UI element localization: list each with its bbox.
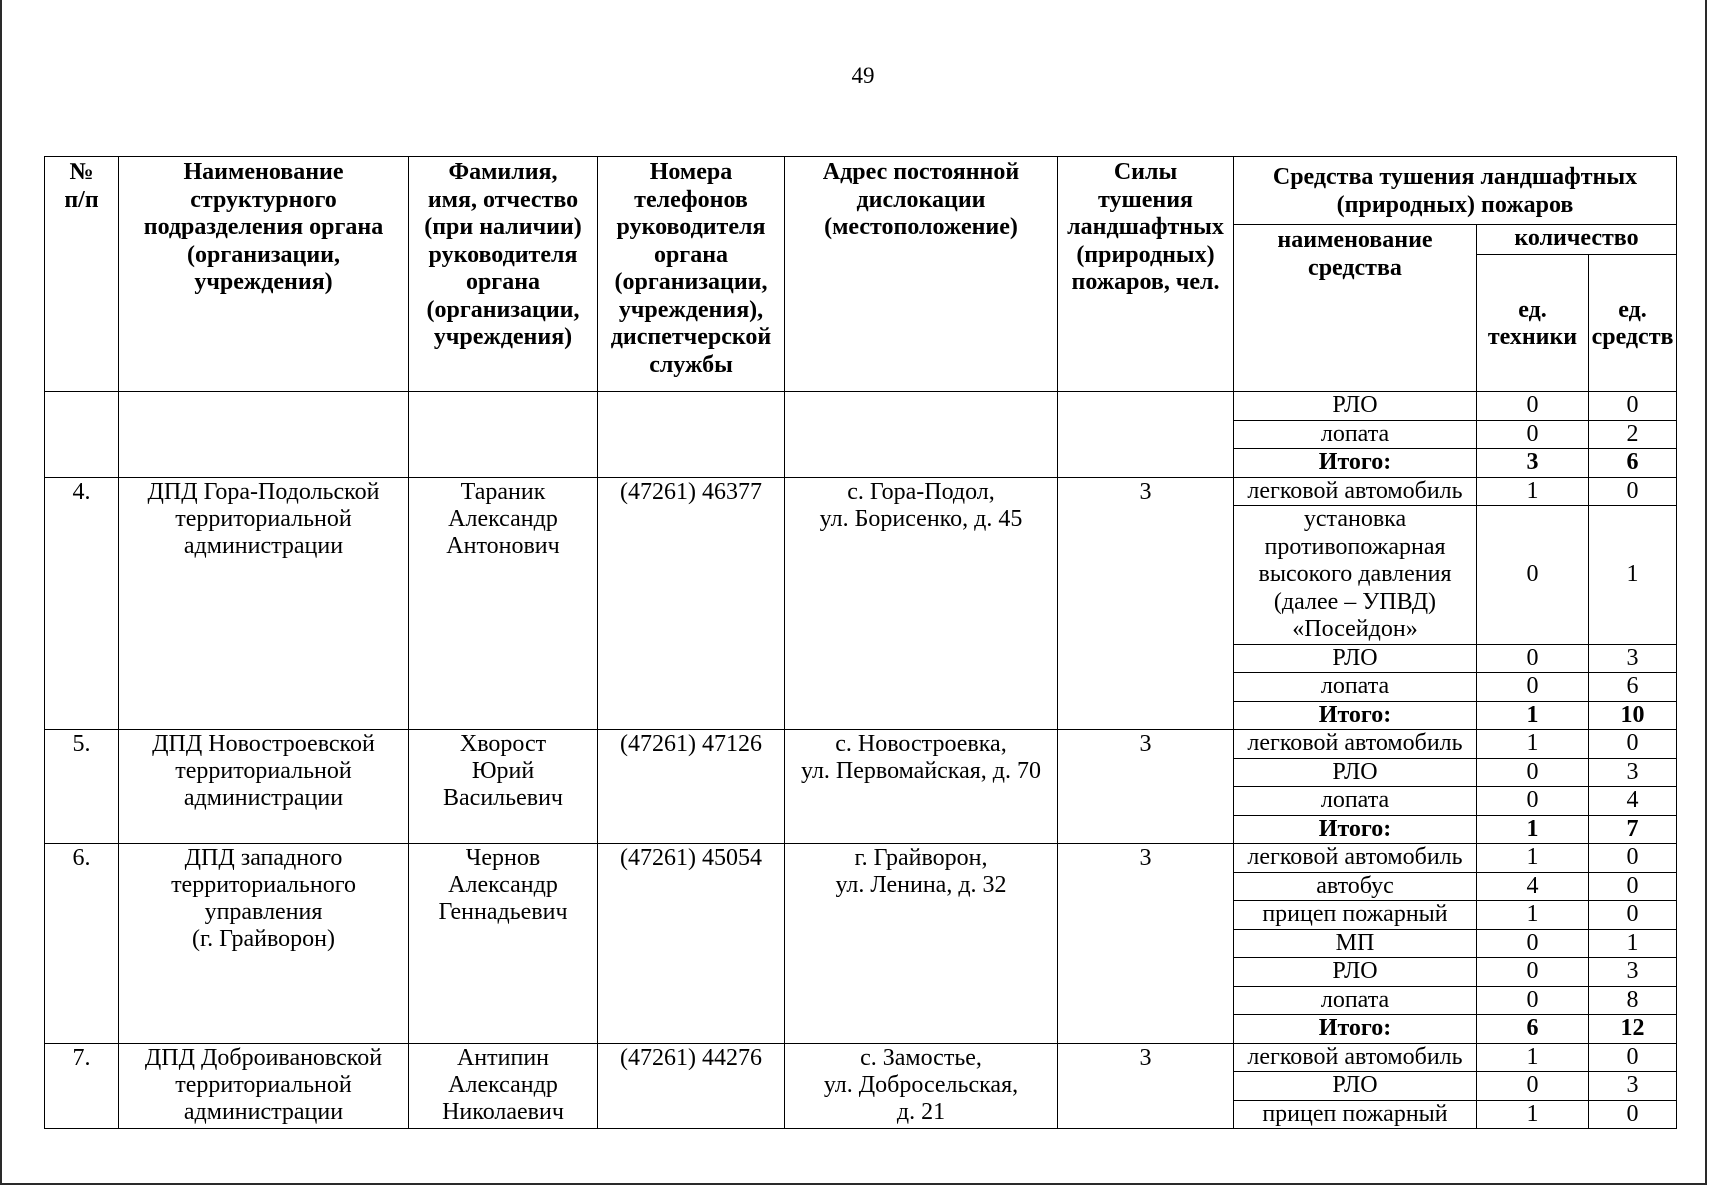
total-label-cell: Итого: [1234,701,1477,730]
equipment-units-cell: 1 [1477,477,1589,506]
means-units-cell: 10 [1589,701,1677,730]
equipment-units-cell: 0 [1477,1072,1589,1101]
means-units-cell: 0 [1589,844,1677,873]
means-units-cell: 0 [1589,1100,1677,1129]
equipment-units-cell: 0 [1477,929,1589,958]
means-units-cell: 0 [1589,477,1677,506]
means-name-cell: легковой автомобиль [1234,844,1477,873]
equipment-units-cell: 0 [1477,644,1589,673]
equipment-units-cell: 1 [1477,1043,1589,1072]
address-cell: с. Новостроевка, ул. Первомайская, д. 70 [785,730,1058,844]
equipment-units-cell: 1 [1477,815,1589,844]
equipment-units-cell: 1 [1477,701,1589,730]
means-units-cell: 3 [1589,1072,1677,1101]
head-name-cell [409,392,598,478]
means-row [45,477,1677,506]
head-name-cell: Чернов Александр Геннадьевич [409,844,598,1044]
header-phone-numbers: Номера телефонов руководителя органа (организации, учреждения), диспетчерской службы [598,157,785,392]
equipment-units-cell: 0 [1477,986,1589,1015]
equipment-units-cell: 3 [1477,449,1589,478]
table-header [45,157,1677,392]
means-name-cell: РЛО [1234,392,1477,421]
header-address: Адрес постоянной дислокации (местоположение) [785,157,1058,392]
equipment-units-cell: 0 [1477,420,1589,449]
header-head-name: Фамилия, имя, отчество (при наличии) руководителя органа (организации, учреждения) [409,157,598,392]
header-quantity: количество [1477,225,1677,255]
header-means: Средства тушения ландшафтных (природных) пожаров [1234,157,1677,225]
equipment-units-cell: 6 [1477,1015,1589,1044]
means-name-cell: автобус [1234,872,1477,901]
means-name-cell: лопата [1234,420,1477,449]
forces-count-cell: 3 [1058,477,1234,730]
means-name-cell: легковой автомобиль [1234,730,1477,759]
means-units-cell: 1 [1589,929,1677,958]
equipment-units-cell: 1 [1477,1100,1589,1129]
equipment-units-cell: 0 [1477,758,1589,787]
means-name-cell: РЛО [1234,1072,1477,1101]
means-units-cell: 8 [1589,986,1677,1015]
forces-count-cell: 3 [1058,730,1234,844]
means-row [45,392,1677,421]
means-name-cell: лопата [1234,986,1477,1015]
forces-count-cell: 3 [1058,1043,1234,1129]
total-label-cell: Итого: [1234,449,1477,478]
total-label-cell: Итого: [1234,1015,1477,1044]
header-unit-name: Наименование структурного подразделения органа (организации, учреждения) [119,157,409,392]
means-units-cell: 4 [1589,787,1677,816]
means-name-cell: легковой автомобиль [1234,1043,1477,1072]
header-means-name: наименование средства [1234,225,1477,392]
means-name-cell: прицеп пожарный [1234,901,1477,930]
equipment-units-cell: 0 [1477,506,1589,645]
table-body [45,392,1677,1129]
equipment-units-cell: 0 [1477,958,1589,987]
means-name-cell: РЛО [1234,958,1477,987]
means-name-cell: лопата [1234,673,1477,702]
phone-numbers-cell: (47261) 47126 [598,730,785,844]
header-row-number: № п/п [45,157,119,392]
row-number-cell: 7. [45,1043,119,1129]
row-number-cell [45,392,119,478]
unit-name-cell: ДПД западного территориального управления (г. Грайворон) [119,844,409,1044]
means-name-cell: легковой автомобиль [1234,477,1477,506]
equipment-units-cell: 0 [1477,787,1589,816]
means-row [45,844,1677,873]
header-row [45,157,1677,225]
address-cell: г. Грайворон, ул. Ленина, д. 32 [785,844,1058,1044]
equipment-units-cell: 4 [1477,872,1589,901]
address-cell: с. Замостье, ул. Добросельская, д. 21 [785,1043,1058,1129]
equipment-units-cell: 0 [1477,392,1589,421]
page-number: 49 [851,63,875,88]
unit-name-cell: ДПД Новостроевской территориальной администрации [119,730,409,844]
head-name-cell: Тараник Александр Антонович [409,477,598,730]
means-name-cell: РЛО [1234,758,1477,787]
equipment-units-cell: 1 [1477,901,1589,930]
forces-count-cell: 3 [1058,844,1234,1044]
phone-numbers-cell: (47261) 44276 [598,1043,785,1129]
fire-means-table [44,156,1677,1129]
equipment-units-cell: 0 [1477,673,1589,702]
unit-name-cell [119,392,409,478]
phone-numbers-cell [598,392,785,478]
header-units-equipment: ед. техники [1477,255,1589,392]
means-name-cell: прицеп пожарный [1234,1100,1477,1129]
row-number-cell: 6. [45,844,119,1044]
means-units-cell: 3 [1589,958,1677,987]
head-name-cell: Хворост Юрий Васильевич [409,730,598,844]
means-name-cell: РЛО [1234,644,1477,673]
equipment-units-cell: 1 [1477,844,1589,873]
forces-count-cell [1058,392,1234,478]
header-units-means: ед. средств [1589,255,1677,392]
means-units-cell: 2 [1589,420,1677,449]
means-units-cell: 6 [1589,673,1677,702]
equipment-units-cell: 1 [1477,730,1589,759]
phone-numbers-cell: (47261) 46377 [598,477,785,730]
row-number-cell: 5. [45,730,119,844]
means-units-cell: 12 [1589,1015,1677,1044]
means-units-cell: 0 [1589,901,1677,930]
means-units-cell: 0 [1589,730,1677,759]
head-name-cell: Антипин Александр Николаевич [409,1043,598,1129]
means-units-cell: 3 [1589,758,1677,787]
means-name-cell: установка противопожарная высокого давления (далее – УПВД) «Посейдон» [1234,506,1477,645]
header-forces: Силы тушения ландшафтных (природных) пожаров, чел. [1058,157,1234,392]
means-units-cell: 7 [1589,815,1677,844]
address-cell: с. Гора-Подол, ул. Борисенко, д. 45 [785,477,1058,730]
means-name-cell: лопата [1234,787,1477,816]
means-units-cell: 0 [1589,392,1677,421]
address-cell [785,392,1058,478]
row-number-cell: 4. [45,477,119,730]
phone-numbers-cell: (47261) 45054 [598,844,785,1044]
means-name-cell: МП [1234,929,1477,958]
means-row [45,1043,1677,1072]
unit-name-cell: ДПД Гора-Подольской территориальной администрации [119,477,409,730]
means-units-cell: 3 [1589,644,1677,673]
unit-name-cell: ДПД Доброивановской территориальной администрации [119,1043,409,1129]
means-units-cell: 6 [1589,449,1677,478]
total-label-cell: Итого: [1234,815,1477,844]
means-units-cell: 0 [1589,1043,1677,1072]
means-row [45,730,1677,759]
means-units-cell: 1 [1589,506,1677,645]
means-units-cell: 0 [1589,872,1677,901]
